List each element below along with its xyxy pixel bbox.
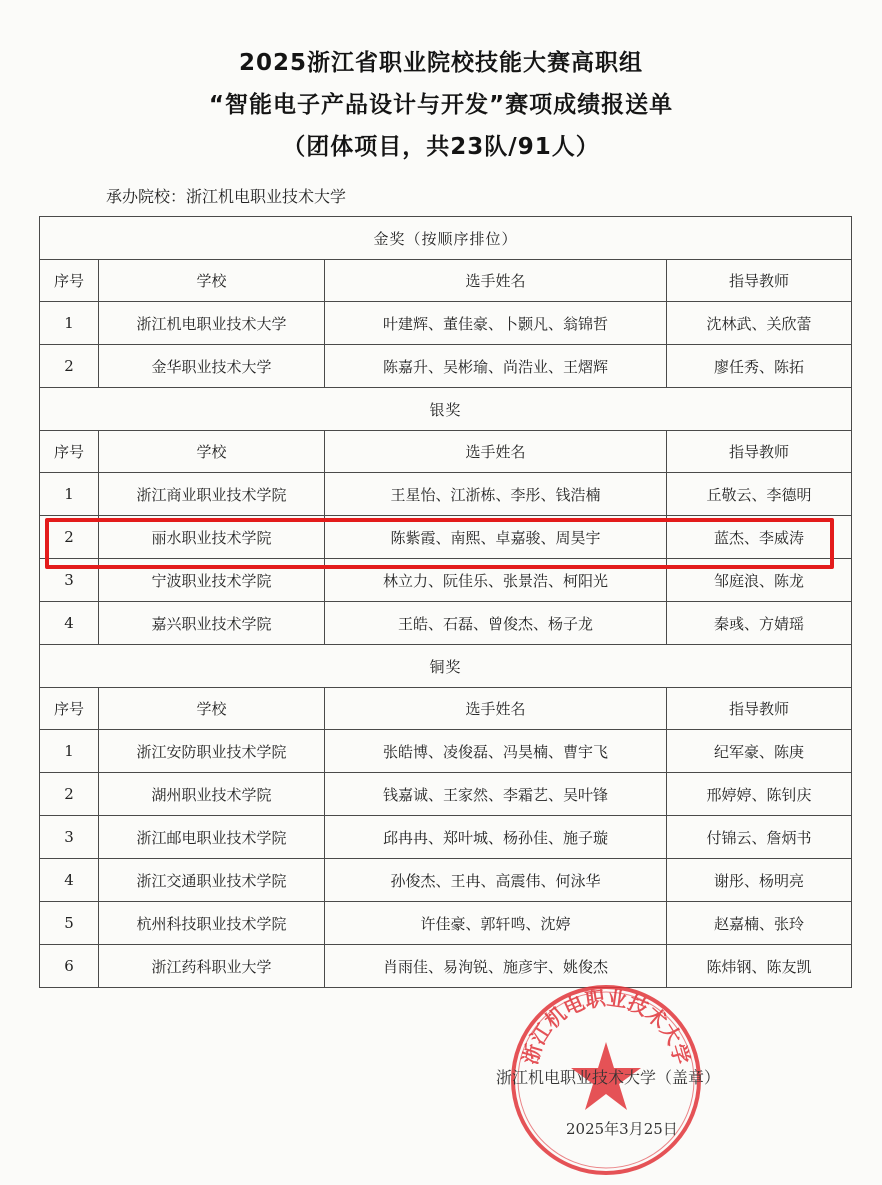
cell-coaches: 秦彧、方婧瑶 [667,602,852,645]
cell-players: 陈嘉升、吴彬瑜、尚浩业、王熠辉 [325,345,667,388]
cell-coaches: 邹庭浪、陈龙 [667,559,852,602]
cell-players: 林立力、阮佳乐、张景浩、柯阳光 [325,559,667,602]
cell-players: 钱嘉诚、王家然、李霜艺、吴叶锋 [325,773,667,816]
cell-no: 6 [40,945,99,988]
cell-school: 湖州职业技术学院 [99,773,325,816]
cell-no: 4 [40,859,99,902]
table-row [40,773,852,816]
cell-players: 陈紫霞、南熙、卓嘉骏、周昊宇 [325,516,667,559]
cell-coaches: 沈林武、关欣蕾 [667,302,852,345]
cell-players: 叶建辉、董佳豪、卜颢凡、翁锦哲 [325,302,667,345]
header-coaches: 指导教师 [667,688,852,730]
cell-coaches: 陈炜钢、陈友凯 [667,945,852,988]
cell-players: 邱冉冉、郑叶城、杨孙佳、施子璇 [325,816,667,859]
cell-no: 5 [40,902,99,945]
table-header-row [40,688,852,730]
cell-school: 宁波职业技术学院 [99,559,325,602]
header-no: 序号 [40,431,99,473]
cell-no: 4 [40,602,99,645]
cell-no: 2 [40,345,99,388]
gold-award-title: 金奖（按顺序排位） [40,217,852,260]
cell-no: 2 [40,516,99,559]
document-title-line-3: （团体项目，共23队/91人） [282,134,600,160]
cell-coaches: 谢彤、杨明亮 [667,859,852,902]
header-no: 序号 [40,688,99,730]
table-header-row [40,431,852,473]
cell-coaches: 邢婷婷、陈钊庆 [667,773,852,816]
table-row [40,302,852,345]
cell-school: 金华职业技术大学 [99,345,325,388]
cell-coaches: 廖任秀、陈拓 [667,345,852,388]
highlight-box [45,518,834,569]
cell-school: 丽水职业技术学院 [99,516,325,559]
cell-no: 1 [40,302,99,345]
host-school: 承办院校：浙江机电职业技术大学 [106,187,347,206]
table-row [40,602,852,645]
table-row [40,730,852,773]
header-no: 序号 [40,260,99,302]
table-row [40,859,852,902]
silver-award-title: 银奖 [40,388,852,431]
cell-school: 嘉兴职业技术学院 [99,602,325,645]
bronze-award-title: 铜奖 [40,645,852,688]
results-table [39,216,852,988]
cell-coaches: 赵嘉楠、张玲 [667,902,852,945]
cell-school: 浙江邮电职业技术学院 [99,816,325,859]
table-row [40,816,852,859]
table-row [40,945,852,988]
header-coaches: 指导教师 [667,260,852,302]
table-row [40,473,852,516]
cell-no: 3 [40,559,99,602]
table-row [40,345,852,388]
date-line: 2025年3月25日 [566,1120,678,1138]
cell-players: 王星怡、江浙栋、李彤、钱浩楠 [325,473,667,516]
header-players: 选手姓名 [325,431,667,473]
cell-school: 浙江机电职业技术大学 [99,302,325,345]
cell-no: 3 [40,816,99,859]
cell-players: 肖雨佳、易洵锐、施彦宇、姚俊杰 [325,945,667,988]
cell-coaches: 纪军豪、陈庚 [667,730,852,773]
header-players: 选手姓名 [325,688,667,730]
header-school: 学校 [99,260,325,302]
cell-school: 浙江安防职业技术学院 [99,730,325,773]
cell-coaches: 付锦云、詹炳书 [667,816,852,859]
header-school: 学校 [99,431,325,473]
signature-line: 浙江机电职业技术大学（盖章） [496,1068,721,1087]
header-players: 选手姓名 [325,260,667,302]
header-school: 学校 [99,688,325,730]
cell-no: 1 [40,473,99,516]
document-title-line-2: “智能电子产品设计与开发”赛项成绩报送单 [208,92,674,118]
table-row [40,902,852,945]
cell-players: 张皓博、凌俊磊、冯昊楠、曹宇飞 [325,730,667,773]
document-title-line-1: 2025浙江省职业院校技能大赛高职组 [238,50,643,76]
cell-school: 浙江药科职业大学 [99,945,325,988]
cell-coaches: 蓝杰、李威涛 [667,516,852,559]
gold-award-row [40,217,852,260]
cell-coaches: 丘敬云、李德明 [667,473,852,516]
cell-no: 1 [40,730,99,773]
header-coaches: 指导教师 [667,431,852,473]
cell-school: 浙江商业职业技术学院 [99,473,325,516]
cell-no: 2 [40,773,99,816]
cell-players: 王皓、石磊、曾俊杰、杨子龙 [325,602,667,645]
cell-school: 浙江交通职业技术学院 [99,859,325,902]
cell-players: 许佳豪、郭轩鸣、沈婷 [325,902,667,945]
silver-award-row [40,388,852,431]
bronze-award-row [40,645,852,688]
table-header-row [40,260,852,302]
seal-text: 浙江机电职业技术大学 [517,985,695,1067]
cell-school: 杭州科技职业技术学院 [99,902,325,945]
cell-players: 孙俊杰、王冉、高震伟、何泳华 [325,859,667,902]
